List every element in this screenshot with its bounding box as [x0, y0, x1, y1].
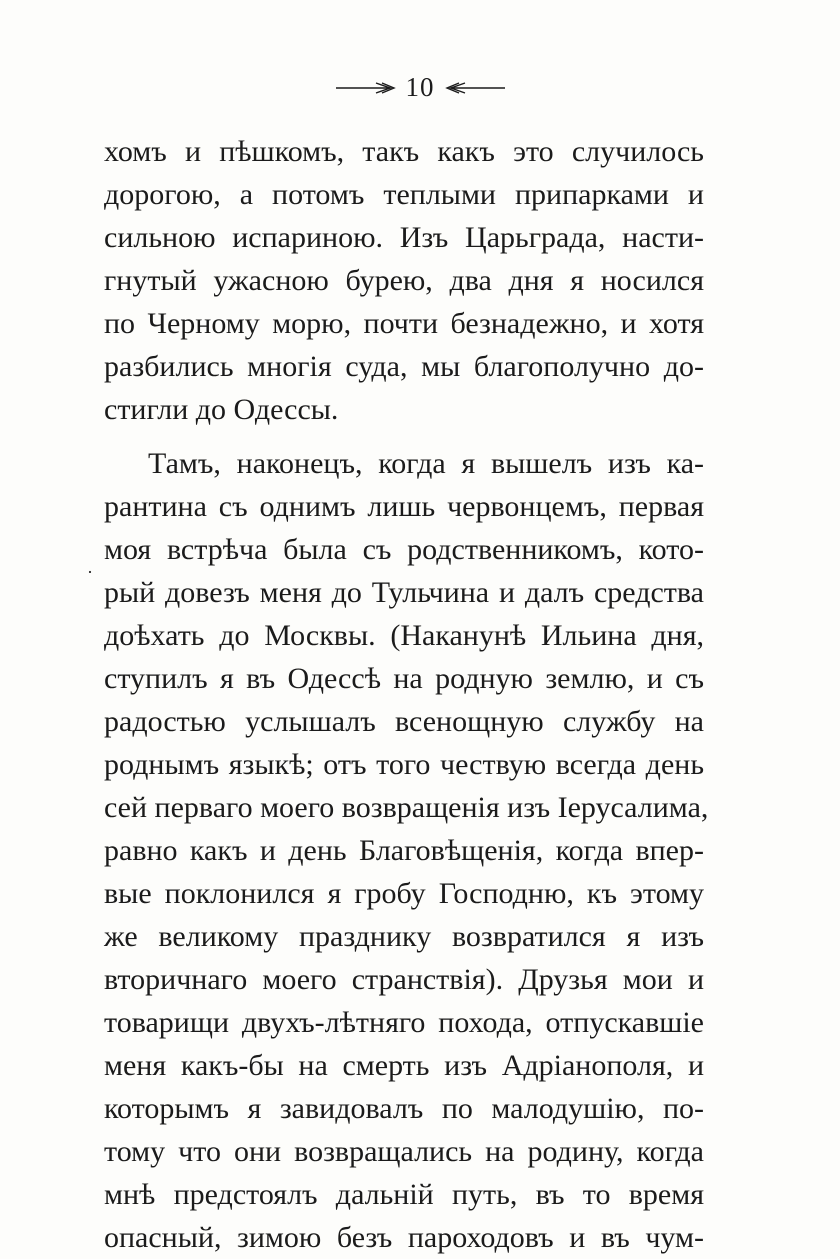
- paragraph: [104, 442, 709, 1259]
- page-header: [0, 72, 840, 103]
- body-text: [104, 130, 709, 1259]
- text-line: товарищи двухъ-лѣтняго похода, отпускавшіе: [104, 1006, 704, 1039]
- page-number: 10: [405, 72, 435, 102]
- text-line: дорогою, а потомъ теплыми припарками и: [104, 178, 704, 211]
- text-line: Тамъ, наконецъ, когда я вышелъ изъ ка-: [148, 447, 704, 480]
- text-line: разбились многія суда, мы благополучно до-: [104, 350, 704, 383]
- text-line: опасный, зимою безъ пароходовъ и въ чум-: [104, 1221, 704, 1254]
- text-line: гнутый ужасною бурею, два дня я носился: [104, 264, 704, 297]
- text-line: рый довезъ меня до Тульчина и далъ средства: [104, 576, 704, 609]
- left-arrow-ornament-icon: [336, 81, 398, 95]
- text-line: доѣхать до Москвы. (Наканунѣ Ильина дня,: [104, 619, 704, 652]
- text-line: сей перваго моего возвращенія изъ Іерусалима,: [104, 791, 709, 824]
- text-line: радостью услышалъ всенощную службу на: [104, 705, 704, 738]
- text-line: мнѣ предстоялъ дальній путь, въ то время: [104, 1178, 704, 1211]
- text-line: моя встрѣча была съ родственникомъ, кото-: [104, 533, 704, 566]
- text-line: сильною испариною. Изъ Царьграда, насти-: [104, 221, 704, 254]
- right-arrow-ornament-icon: [443, 81, 505, 95]
- text-line: вторичнаго моего странствія). Друзья мои и: [104, 963, 704, 996]
- text-line: равно какъ и день Благовѣщенія, когда впер-: [104, 834, 704, 867]
- text-line: вые поклонился я гробу Господню, къ этому: [104, 877, 704, 910]
- text-line: роднымъ языкѣ; отъ того чествую всегда день: [104, 748, 704, 781]
- text-line: хомъ и пѣшкомъ, такъ какъ это случилось: [104, 135, 704, 168]
- paragraph: [104, 130, 704, 431]
- text-line: по Черному морю, почти безнадежно, и хотя: [104, 307, 704, 340]
- text-line: тому что они возвращались на родину, когда: [104, 1135, 704, 1168]
- text-line: рантина съ однимъ лишь червонцемъ, первая: [104, 490, 704, 523]
- margin-mark: ·: [87, 562, 93, 582]
- text-line: которымъ я завидовалъ по малодушію, по-: [104, 1092, 704, 1125]
- text-line: ступилъ я въ Одессѣ на родную землю, и съ: [104, 662, 704, 695]
- text-line: меня какъ-бы на смерть изъ Адріанополя, и: [104, 1049, 704, 1082]
- text-line: стигли до Одессы.: [104, 393, 339, 426]
- text-line: же великому празднику возвратился я изъ: [104, 920, 704, 953]
